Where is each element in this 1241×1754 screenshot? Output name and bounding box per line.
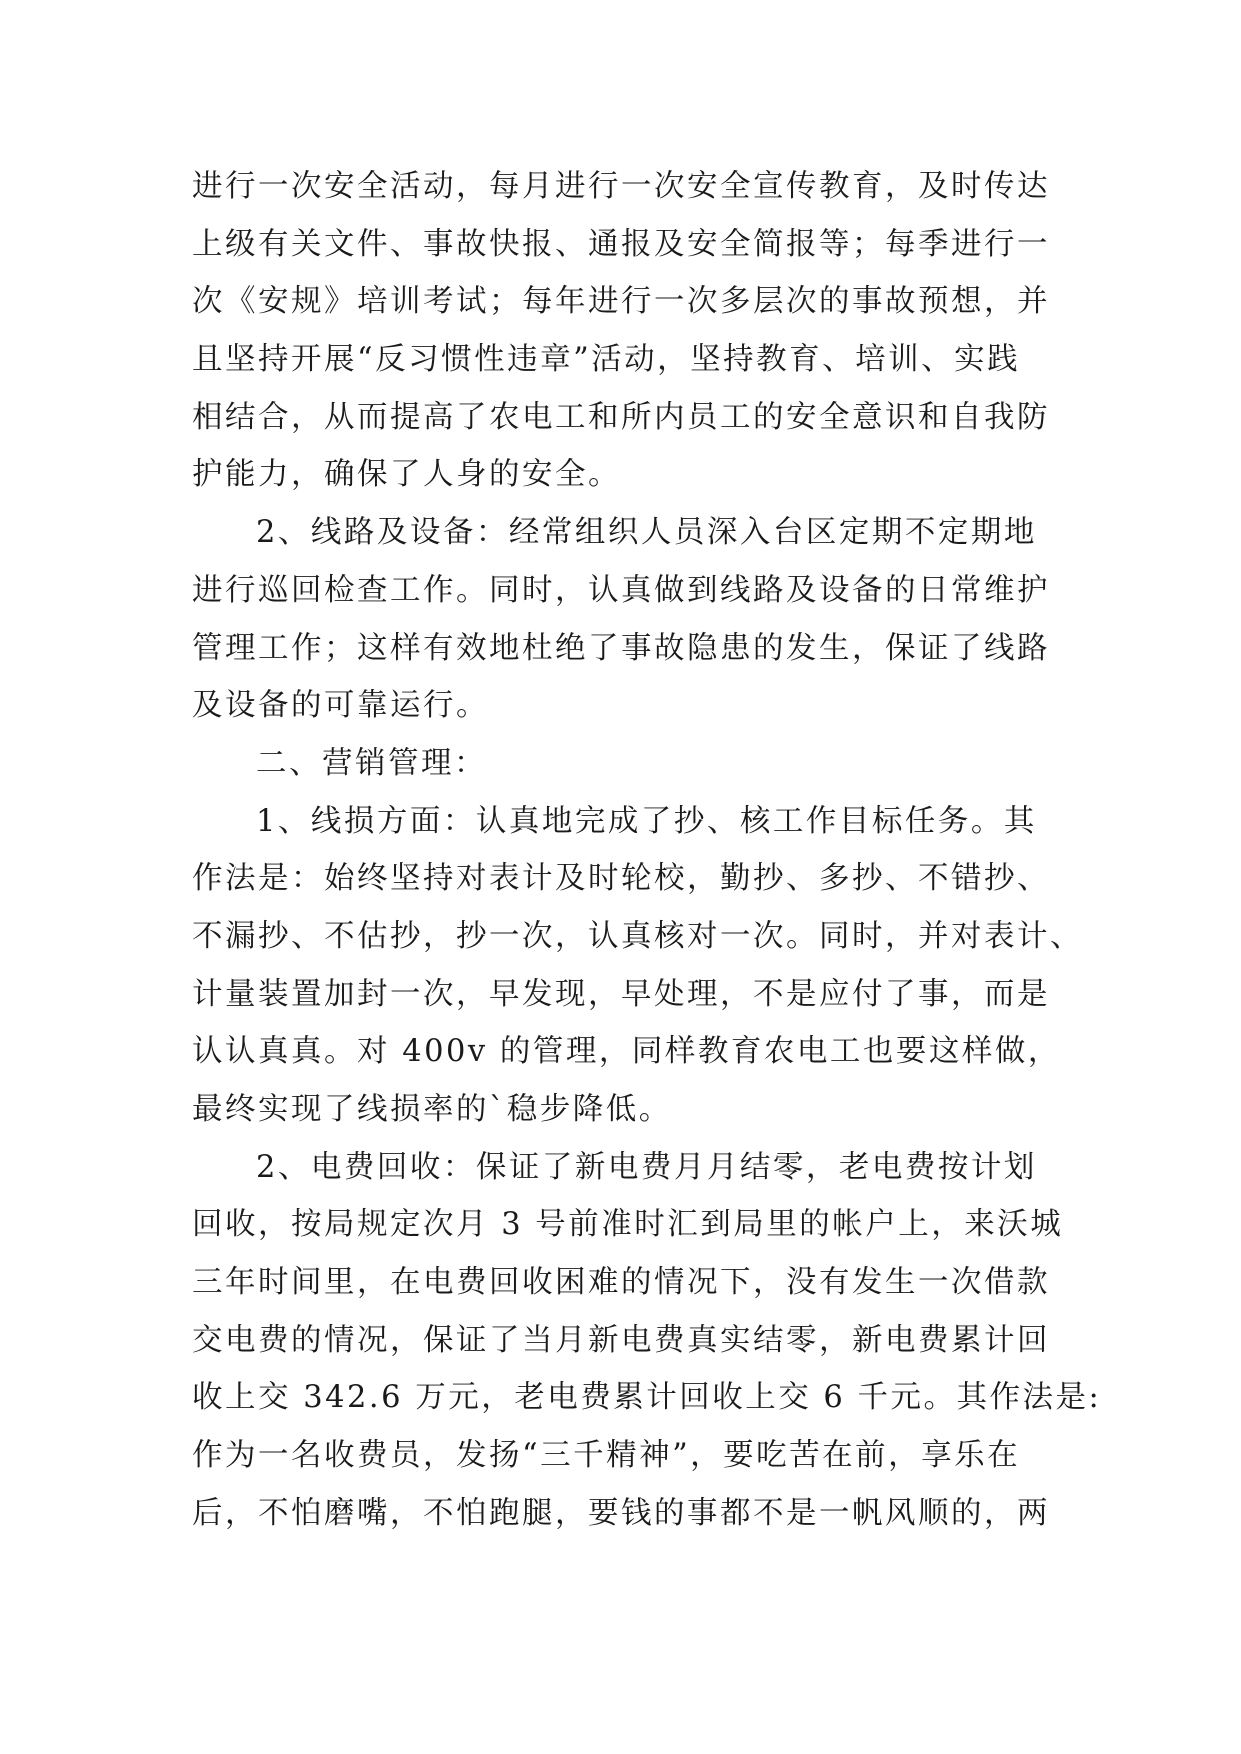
section-heading: 二、营销管理： [256,745,487,781]
text-line: 进行一次安全活动，每月进行一次安全宣传教育，及时传达 [192,169,1050,204]
text-line: 管理工作；这样有效地杜绝了事故隐患的发生，保证了线路 [192,630,1050,666]
text-line: 认认真真。对 400v 的管理，同样教育农电工也要这样做， [192,1034,1061,1070]
text-line: 三年时间里，在电费回收困难的情况下，没有发生一次借款 [192,1265,1050,1301]
text-line: 进行巡回检查工作。同时，认真做到线路及设备的日常维护 [192,572,1050,608]
document-body [192,158,1102,1543]
text-line: 2、线路及设备：经常组织人员深入台区定期不定期地 [256,515,1037,551]
text-line: 作法是：始终坚持对表计及时轮校，勤抄、多抄、不错抄、 [192,861,1050,897]
text-line: 回收，按局规定次月 3 号前准时汇到局里的帐户上，来沃城 [192,1207,1064,1243]
text-line: 2、电费回收：保证了新电费月月结零，老电费按计划 [256,1149,1037,1185]
text-line: 及设备的可靠运行。 [192,688,489,724]
text-line: 且坚持开展“反习惯性违章”活动，坚持教育、培训、实践 [192,342,1021,378]
text-line: 交电费的情况，保证了当月新电费真实结零，新电费累计回 [192,1322,1050,1358]
text-line: 最终实现了线损率的`稳步降低。 [192,1092,672,1127]
text-line: 次《安规》培训考试；每年进行一次多层次的事故预想，并 [192,284,1050,320]
text-line: 护能力，确保了人身的安全。 [192,457,621,493]
text-line: 作为一名收费员，发扬“三千精神”，要吃苦在前，享乐在 [192,1438,1021,1474]
text-line: 相结合，从而提高了农电工和所内员工的安全意识和自我防 [192,399,1050,435]
text-line: 后，不怕磨嘴，不怕跑腿，要钱的事都不是一帆风顺的，两 [192,1495,1050,1531]
text-line: 上级有关文件、事故快报、通报及安全简报等；每季进行一 [192,226,1050,262]
text-line: 不漏抄、不估抄，抄一次，认真核对一次。同时，并对表计、 [192,918,1083,954]
text-line: 计量装置加封一次，早发现，早处理，不是应付了事，而是 [192,976,1050,1012]
text-line: 1、线损方面：认真地完成了抄、核工作目标任务。其 [256,803,1037,839]
text-line: 收上交 342.6 万元，老电费累计回收上交 6 千元。其作法是: [192,1380,1102,1416]
